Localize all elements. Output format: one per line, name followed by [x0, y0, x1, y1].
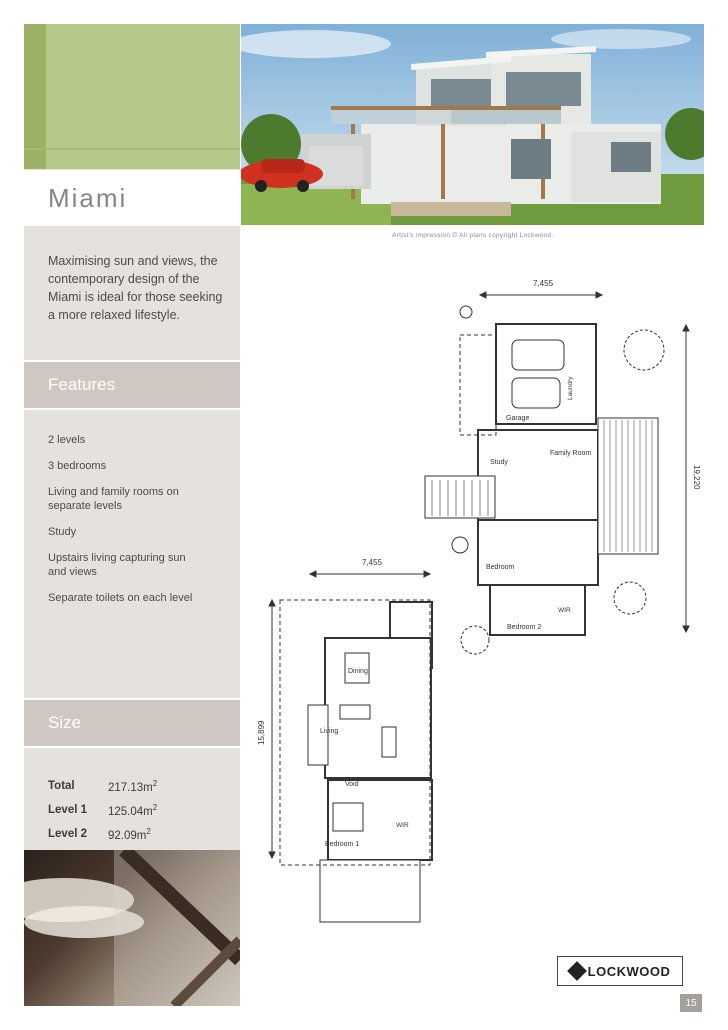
features-list: [48, 433, 233, 617]
size-row: [48, 774, 188, 798]
size-heading: Size: [48, 713, 82, 732]
feature-item: 3 bedrooms: [48, 460, 107, 472]
logo-text: LOCKWOOD: [587, 963, 671, 979]
room-label-wir-lower: WIR: [558, 607, 571, 614]
floor-plans: [250, 240, 710, 930]
dimension-mid-label: 7,455: [362, 558, 383, 567]
size-label: Total: [48, 780, 75, 792]
room-label-laundry: Laundry: [567, 376, 574, 400]
room-label-dining: Dining: [348, 668, 368, 675]
page-number: 15: [680, 994, 702, 1012]
intro-text: Maximising sun and views, the contemporary design of the Miami is ideal for those seeking a more relaxed lifestyle.: [48, 254, 223, 322]
interior-photo: [24, 850, 240, 1006]
green-divider: [24, 148, 240, 150]
feature-item: 2 levels: [48, 434, 86, 446]
room-label-bedroom-2: Bedroom 2: [507, 624, 542, 631]
lockwood-logo: [557, 956, 683, 986]
room-label-bedroom-1: Bedroom 1: [325, 841, 360, 848]
house-photo: [241, 24, 704, 225]
logo-mark-icon: [567, 961, 587, 981]
page-title: Miami: [48, 183, 128, 213]
section-divider: [24, 408, 240, 410]
size-table: [48, 774, 188, 846]
interior-photo-graphic: [24, 850, 240, 1006]
room-label-living: Living: [320, 728, 339, 735]
level-1-plan: [425, 306, 664, 654]
dimension-top-label: 7,455: [533, 279, 554, 288]
size-label: Level 2: [48, 828, 87, 840]
feature-item: Separate toilets on each level: [48, 592, 193, 604]
dimension-left-label: 15,899: [257, 720, 266, 745]
image-caption: Artist's impression © All plans copyright Lockwood.: [392, 232, 554, 239]
size-heading-bar: [24, 700, 240, 746]
size-row: [48, 822, 188, 846]
section-divider: [24, 746, 240, 748]
size-value: $92.09m^2$: [108, 826, 151, 842]
room-label-study: Study: [490, 459, 508, 466]
dimension-right-label: 19,220: [692, 465, 701, 490]
room-label-family-room: Family Room: [550, 450, 592, 457]
house-illustration: [241, 24, 704, 225]
size-label: Level 1: [48, 804, 87, 816]
room-label-void: Void: [345, 781, 359, 788]
room-label-wir-upper: WIR: [396, 822, 409, 829]
room-label-garage: Garage: [506, 415, 530, 422]
feature-item: Living and family rooms on separate levels: [48, 486, 179, 512]
size-row: [48, 798, 188, 822]
features-heading-bar: [24, 362, 240, 408]
features-heading: Features: [48, 375, 116, 394]
size-value: $125.04m^2$: [108, 802, 158, 818]
level-2-plan: [280, 600, 432, 922]
feature-item: Upstairs living capturing sun and views: [48, 552, 186, 578]
size-value: $217.13m^2$: [108, 778, 158, 794]
feature-item: Study: [48, 526, 77, 538]
room-label-bedroom: Bedroom: [486, 564, 515, 571]
